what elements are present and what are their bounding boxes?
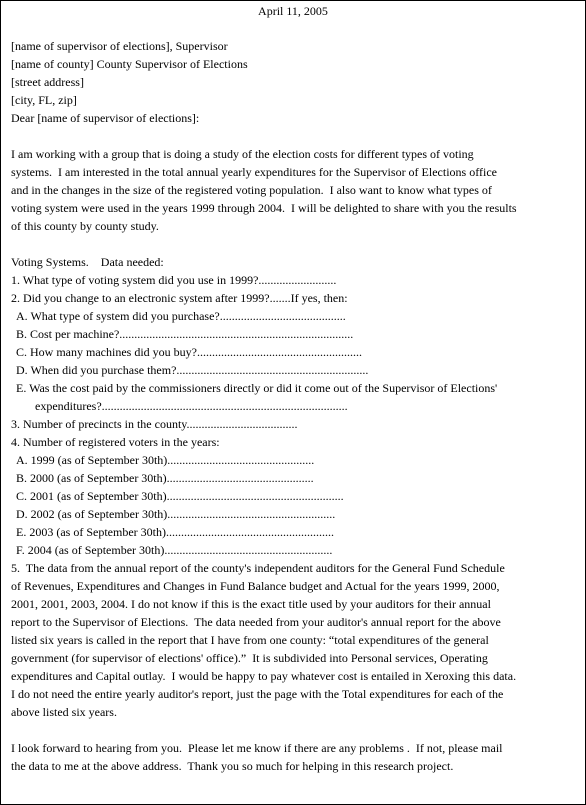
question-3: 3. Number of precincts in the county..................................... bbox=[11, 417, 298, 431]
paragraph-line: 2001, 2001, 2003, 2004. I do not know if this is the exact title used by your auditors for their annual bbox=[11, 597, 491, 611]
question-2-item-c: C. How many machines did you buy?....................................................... bbox=[16, 345, 362, 359]
paragraph-line: I am working with a group that is doing a study of the election costs for different types of voting bbox=[11, 147, 474, 161]
question-2: 2. Did you change to an electronic system after 1999?.......If yes, then: bbox=[11, 291, 348, 305]
address-line: [street address] bbox=[11, 75, 84, 89]
question-4-item-d: D. 2002 (as of September 30th)........................................................ bbox=[16, 507, 336, 521]
section-heading: Voting Systems. Data needed: bbox=[11, 255, 164, 269]
paragraph-line: the data to me at the above address. Thank you so much for helping in this research project. bbox=[11, 759, 454, 773]
paragraph-line: expenditures and Capital outlay. I would be happy to pay whatever cost is entailed in Xeroxing this data. bbox=[11, 669, 517, 683]
address-line: [name of county] County Supervisor of Elections bbox=[11, 57, 248, 71]
letter-date: April 11, 2005 bbox=[258, 4, 328, 18]
paragraph-line: voting system were used in the years 1999 through 2004. I will be delighted to share with you the results bbox=[11, 201, 517, 215]
question-1: 1. What type of voting system did you use in 1999?.......................... bbox=[11, 273, 337, 287]
question-5-paragraph bbox=[11, 559, 575, 721]
spacer bbox=[11, 235, 575, 253]
question-2-item-a: A. What type of system did you purchase?.......................................... bbox=[16, 309, 346, 323]
paragraph-line: I look forward to hearing from you. Please let me know if there are any problems . If not, please mail bbox=[11, 741, 503, 755]
paragraph-line: 5. The data from the annual report of the county's independent auditors for the General Fund Schedule bbox=[11, 561, 505, 575]
intro-paragraph bbox=[11, 145, 575, 235]
paragraph-line: systems. I am interested in the total annual yearly expenditures for the Supervisor of Elections office bbox=[11, 165, 497, 179]
question-4-item-e: E. 2003 (as of September 30th)........................................................ bbox=[16, 525, 334, 539]
paragraph-line: of Revenues, Expenditures and Changes in Fund Balance budget and Actual for the years 1999, 2000, bbox=[11, 579, 500, 593]
paragraph-line: listed six years is called in the report that I have from one county: “total expenditures of the general bbox=[11, 633, 489, 647]
paragraph-line: of this county by county study. bbox=[11, 219, 159, 233]
question-4-item-c: C. 2001 (as of September 30th)........................................................... bbox=[16, 489, 344, 503]
spacer bbox=[11, 721, 575, 739]
address-line: [name of supervisor of elections], Supervisor bbox=[11, 39, 228, 53]
question-2-item-d: D. When did you purchase them?................................................................ bbox=[16, 363, 369, 377]
paragraph-line: and in the changes in the size of the registered voting population. I also want to know what types of bbox=[11, 183, 492, 197]
question-4: 4. Number of registered voters in the years: bbox=[11, 435, 220, 449]
closing-paragraph bbox=[11, 739, 575, 775]
question-2-item-e-continued: expenditures?.................................................................................. bbox=[35, 399, 348, 413]
paragraph-line: above listed six years. bbox=[11, 705, 117, 719]
question-4-item-f: F. 2004 (as of September 30th)........................................................ bbox=[16, 543, 333, 557]
address-line: [city, FL, zip] bbox=[11, 93, 77, 107]
question-4-item-a: A. 1999 (as of September 30th)................................................. bbox=[16, 453, 315, 467]
spacer bbox=[11, 127, 575, 145]
recipient-address bbox=[11, 37, 575, 109]
paragraph-line: I do not need the entire yearly auditor's report, just the page with the Total expenditures for each of the bbox=[11, 687, 504, 701]
question-2-item-b: B. Cost per machine?.............................................................................. bbox=[16, 327, 354, 341]
paragraph-line: government (for supervisor of elections' office).” It is subdivided into Personal services, Operating bbox=[11, 651, 488, 665]
question-2-item-e: E. Was the cost paid by the commissioners directly or did it come out of the Supervisor of Elections' bbox=[16, 381, 498, 395]
questionnaire bbox=[11, 253, 575, 559]
question-4-item-b: B. 2000 (as of September 30th)................................................. bbox=[16, 471, 314, 485]
paragraph-line: report to the Supervisor of Elections. The data needed from your auditor's annual report for the above bbox=[11, 615, 501, 629]
salutation: Dear [name of supervisor of elections]: bbox=[11, 111, 200, 125]
